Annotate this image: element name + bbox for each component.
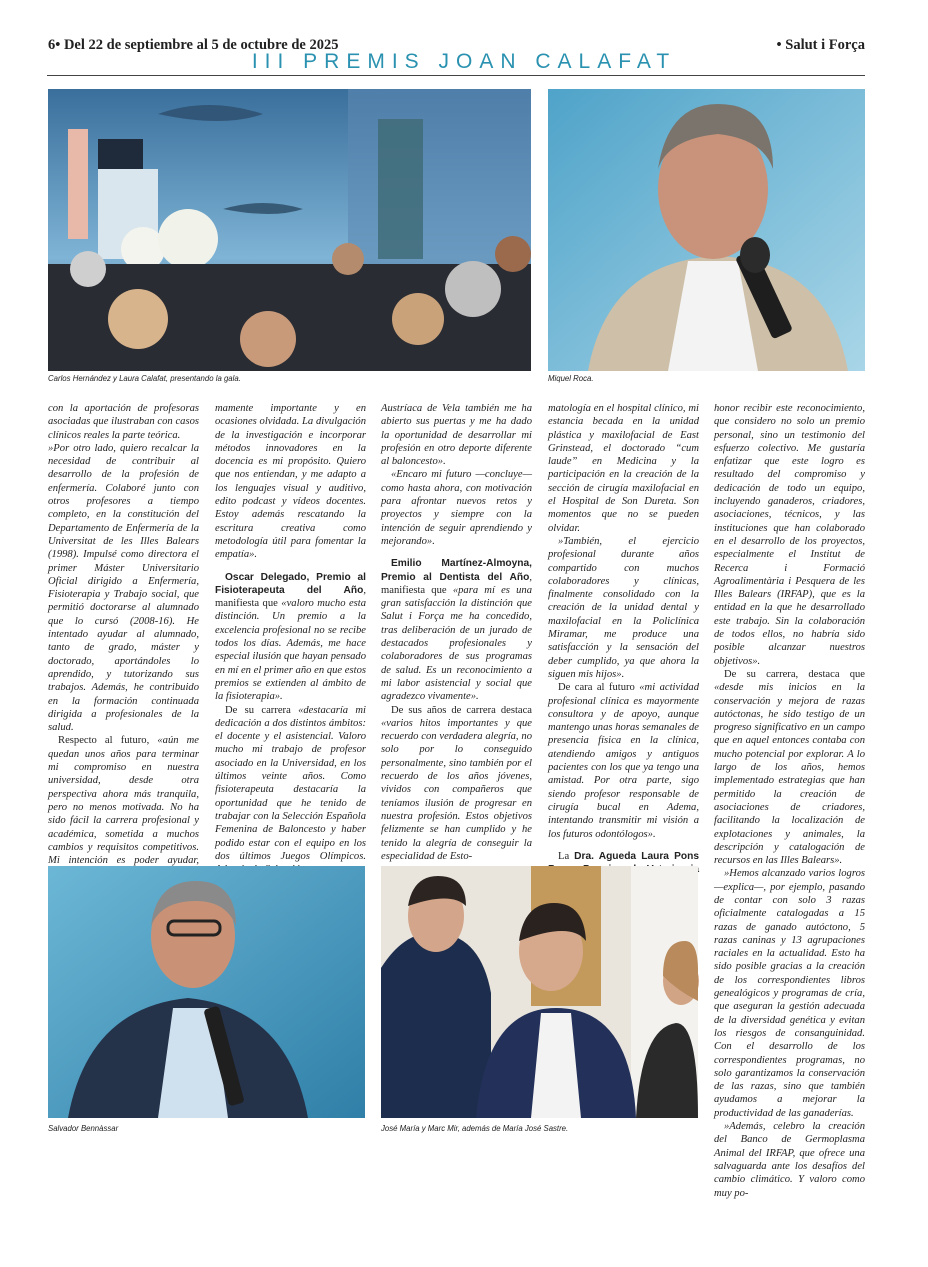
paragraph-lead: De sus años de carrera destaca xyxy=(391,704,532,716)
paragraph: «mi actividad profesional clínica es mayormente consultora y de apoyo, aunque mantengo unas horas semanales de presencia física en la clínica, atendiendo amigos y antiguos pacientes con los que ya tengo una amistad. Por otra parte, sigo siendo profesor responsable de cirugía bucal en Adema, intentando transmitir mi visión a los futuros odontólogos». xyxy=(548,682,699,840)
paragraph: «destacaría mi dedicación a dos distintos ámbitos: el docente y el asistencial. Valoro mucho mi trabajo de profesor asociado en la Universidad, en los últimos veinte años. Como fisioterapeuta destacaría la oportunidad que he tenido de trabajar con la Selección Española Femenina de Baloncesto y haber podido estar con el equipo en los dos últimos Juegos Olímpicos. xyxy=(215,704,366,862)
publication-name: • Salut i Força xyxy=(776,37,865,53)
article-column-1 xyxy=(48,402,199,867)
paragraph-lead: Respecto al futuro, xyxy=(58,735,158,747)
caption-gala-presenters: Carlos Hernández y Laura Calafat, presentando la gala. xyxy=(48,374,241,383)
section-title: III PREMIS JOAN CALAFAT xyxy=(251,50,677,73)
paragraph: mamente importante y en ocasiones olvidada. La divulgación de la investigación e incorporar métodos innovadores en la docencia es mi propósito. Quiero que nos entiendan, y me adapto a los lenguajes visual y auditivo, edito podcast y vídeos docentes. Estoy además rescatando la escritura creativa como metodología útil para fomentar la empatía». xyxy=(215,403,366,561)
paragraph: matología en el hospital clínico, mi estancia becada en la unidad plástica y maxilofacial de East Grinstead, el doctorado “cum laude” en Medicina y la participación en la creación de la sección de cirugía maxilofacial en el Hospital de Son Dureta. Son momentos que no se pueden olvidar. xyxy=(548,403,699,534)
paragraph: «desde mis inicios en la conservación y mejora de razas autóctonas, he sido testigo de un progreso significativo en un campo que en aquel entonces contaba con mucho potencial por explorar. A lo largo de los años, hemos implementado estrategias que han permitido la creación de asociaciones de criadores, facilitando la localización de explotaciones y animales, la descripción y catalogación de recursos en las Illes Balears». xyxy=(714,682,865,867)
caption-salvador-bennassar: Salvador Bennàssar xyxy=(48,1124,119,1133)
paragraph: »Por otro lado, quiero recalcar la necesidad de contribuir al desarrollo de la profesión de enfermería. Colaboré junto con otros profesores a tiempo completo, en la constitución del Departamento de Enfermería de la Universitat de les Illes Balears (1998). Impulsé como directora el primer Máster Universitario Oficial dirigido a Enfermería, Fisioterapia y Trabajo social, que permitió doctorarse al alumnado que lo cursó (2008-16). He intentado ayudar al alumnado, tanto de grado, máster y doctorado, aportándoles lo aprendido, y tutorizando sus trabajos. Además, he contribuido en la formación continuada dirigida a profesionales de la salud. xyxy=(48,442,199,734)
paragraph: «para mí es una gran satisfacción la distinción que Salut i Força me ha concedido, tras deliberación de un jurado de destacados profesionales y colaboradores de sus programas de salud. Es un reconocimiento a mi labor asistencial y social que agradezco vivamente». xyxy=(381,584,532,703)
paragraph-lead: De cara al futuro xyxy=(558,682,640,694)
paragraph: «aún me quedan unos años para terminar mi compromiso en nuestra universidad, desde otra perspectiva ahora más tranquila, pero no menos motivada. No ha sido fácil la carrera profesional y académica, sometida a muchos cambios y requisitos competitivos. Mi intención es poder ayudar, xyxy=(48,735,199,867)
paragraph: con la aportación de profesoras asociadas que ilustraban con casos clínicos reales la parte teórica. xyxy=(48,403,199,441)
paragraph: «varios hitos importantes y que recuerdo con verdadera alegría, no solo por lo conseguido personalmente, sino también por el recuerdo de los años jóvenes, vividos con compañeros que teníamos ilusión de progresar en nuestra profesión. Estos objetivos felizmente se han cumplido y he tenido la alegría de conseguir la especialidad de Esto- xyxy=(381,717,532,862)
paragraph: Austríaca de Vela también me ha abierto sus puertas y me ha dado la oportunidad de desarrollar mi profesión en otro deporte diferente al baloncesto». xyxy=(381,403,532,468)
header-divider xyxy=(47,75,865,76)
article-column-3: Austríaca de Vela también me ha abierto sus puertas y me ha dado la oportunidad de desarrollar mi profesión en otro deporte diferente al baloncesto». «Encaro mi futuro —concluye— como hasta ahora, con motivación para afrontar nuevos retos y proyectos y siempre con la intención de seguir aprendiendo y mejorando». Emilio Martínez-Almoyna, Premio al Dentista del Año, manifiesta que «para mí es una gran satisfacción la distinción que Salut i Força me ha concedido, tras deliberación de un jurado de destacados profesionales y colaboradores de sus programas de salud. Es un reconocimiento a mi labor asistencial y social que agradezco vivamente». De sus años de carrera destaca «varios hitos importantes y que recuerdo con verdadera alegría, no solo por lo conseguido personalmente, sino también por el recuerdo de los años jóvenes, vividos con compañeros que teníamos ilusión de progresar en nuestra profesión. Estos objetivos felizmente se han cumplido y he tenido la alegría de conseguir la especialidad de Esto- xyxy=(381,403,532,862)
page-number-date: 6• Del 22 de septiembre al 5 de octubre de 2025 xyxy=(48,37,339,53)
paragraph: «valoro mucho esta distinción. Un premio a la excelencia profesional no se recibe todos los días. Además, me hace especial ilusión que hayan pensado en mí en el primer año en que estos premios se extienden al ámbito de la fisioterapia». xyxy=(215,598,367,703)
jose-maria-marc-mir-photo xyxy=(381,866,698,1118)
article-column-4: matología en el hospital clínico, mi estancia becada en la unidad plástica y maxilofacial de East Grinstead, el doctorado “cum laude” en Medicina y la participación en la creación de la sección de cirugía maxilofacial en el Hospital de Son Dureta. Son momentos que no se pueden olvidar. »También, el ejercicio profesional durante años compartido con muchos colaboradores y clínicas, finalmente consolidado con la creación de la unidad dental y maxilofacial en la Policlínica Miramar, me produce una satisfacción y la sensación del deber cumplido, ya que ahora la siguen mis hijos». De cara al futuro «mi actividad profesional clínica es mayormente consultora y de apoyo, aunque mantengo unas horas semanales de presencia física en la clínica, atendiendo amigos y antiguos pacientes con los que ya tengo una amistad. Por otra parte, sigo siendo profesor responsable de cirugía bucal en Adema, intentando transmitir mi visión a los futuros odontólogos». La Dra. Agueda Laura Pons xyxy=(548,402,699,854)
caption-jose-maria-marc-mir: José María y Marc Mir, además de María José Sastre. xyxy=(381,1124,569,1133)
paragraph: »Además, celebro la creación del Banco de Germoplasma Animal del IRFAP, que ofrece una salvaguarda ante los desafíos del cambio climático. Y valoro como muy po- xyxy=(714,1121,865,1199)
award-name-oscar-delegado: Oscar Delegado, Premio al Fisioterapeuta del Año xyxy=(215,571,366,596)
caption-miquel-roca: Miquel Roca. xyxy=(548,374,594,383)
article-column-5 xyxy=(714,402,865,1199)
award-name-agueda-pons: Dra. Agueda Laura Pons xyxy=(574,850,700,862)
award-name-emilio-martinez: Emilio Martínez-Almoyna, Premio al Dentista del Año xyxy=(381,558,532,583)
article-column-2: mamente importante y en ocasiones olvidada. La divulgación de la investigación e incorporar métodos innovadores en la docencia es mi propósito. Quiero que nos entiendan, y me adapto a los lenguajes visual y auditivo, edito podcast y vídeos docentes. Estoy además rescatando la escritura creativa como metodología útil para fomentar la empatía». Oscar Delegado, Premio al Fisioterapeuta del Año, manifiesta que «valoro mucho esta distinción. Un premio a la excelencia profesional no se recibe todos los días. Además, me hace especial ilusión que hayan pensado en mí en el primer año en que estos premios se extienden al ámbito de la fisioterapia». De su carrera «destacaría mi dedicación a dos distintos ámbitos: el docente y el asistencial. Valoro mucho mi trabajo de profesor asociado en la Universidad, en los últimos veinte años. Como fisioterapeuta destacaría la oportunidad que he tenido de trabajar con la Selección Española Femenina de Baloncesto y haber podido estar con el equipo en los dos últimos Juegos Olímpicos. xyxy=(215,402,366,854)
miquel-roca-photo xyxy=(548,89,865,371)
paragraph: »También, el ejercicio profesional durante años compartido con muchos colaboradores y clínicas, finalmente consolidado con la creación de la unidad dental y maxilofacial en la Policlínica Miramar, me produce una satisfacción y la sensación del deber cumplido, ya que ahora la siguen mis hijos». xyxy=(548,535,699,680)
paragraph: »Hemos alcanzado varios logros —explica—, por ejemplo, pasando de contar con solo 3 razas oficialmente catalogadas a 15 razas de ganado autóctono, 5 razas caninas y 13 agrupaciones raciales en la actualidad. Esto ha sido posible gracias a la creación de los correspondientes libros genealógicos y programas de cría, que aseguran la gestión adecuada de la diversidad genética y evitan los riesgos de consanguinidad. Con el desarrollo de los correspondientes programas, no solo garantizamos la conservación de las razas, sino que también ayudamos a mejorar la productividad de las ganaderías. xyxy=(714,868,865,1119)
paragraph: honor recibir este reconocimiento, que considero no solo un premio personal, sino un testimonio del esfuerzo colectivo. Me gustaría enfatizar que este logro es resultado del compromiso y dedicación de todo un equipo, incluyendo ganaderos, criadores, asociaciones, técnicos, y las instituciones que han colaborado en el desarrollo de los proyectos, especialmente el Institut de Recerca i Formació Agroalimentària i Pesquera de les Illes Balears (IRFAP), que es la entidad en la que he desarrollado este trabajo. Sin la colaboración de todos ellos, no habría sido posible alcanzar nuestros objetivos». xyxy=(714,403,865,667)
paragraph-lead: De su carrera xyxy=(225,704,299,716)
gala-stage-photo xyxy=(48,89,531,371)
salvador-bennassar-photo xyxy=(48,866,365,1118)
paragraph: «Encaro mi futuro —concluye— como hasta ahora, con motivación para afrontar nuevos retos y proyectos y siempre con la intención de seguir aprendiendo y mejorando». xyxy=(381,469,532,547)
paragraph-lead: De su carrera, destaca que xyxy=(724,668,865,680)
